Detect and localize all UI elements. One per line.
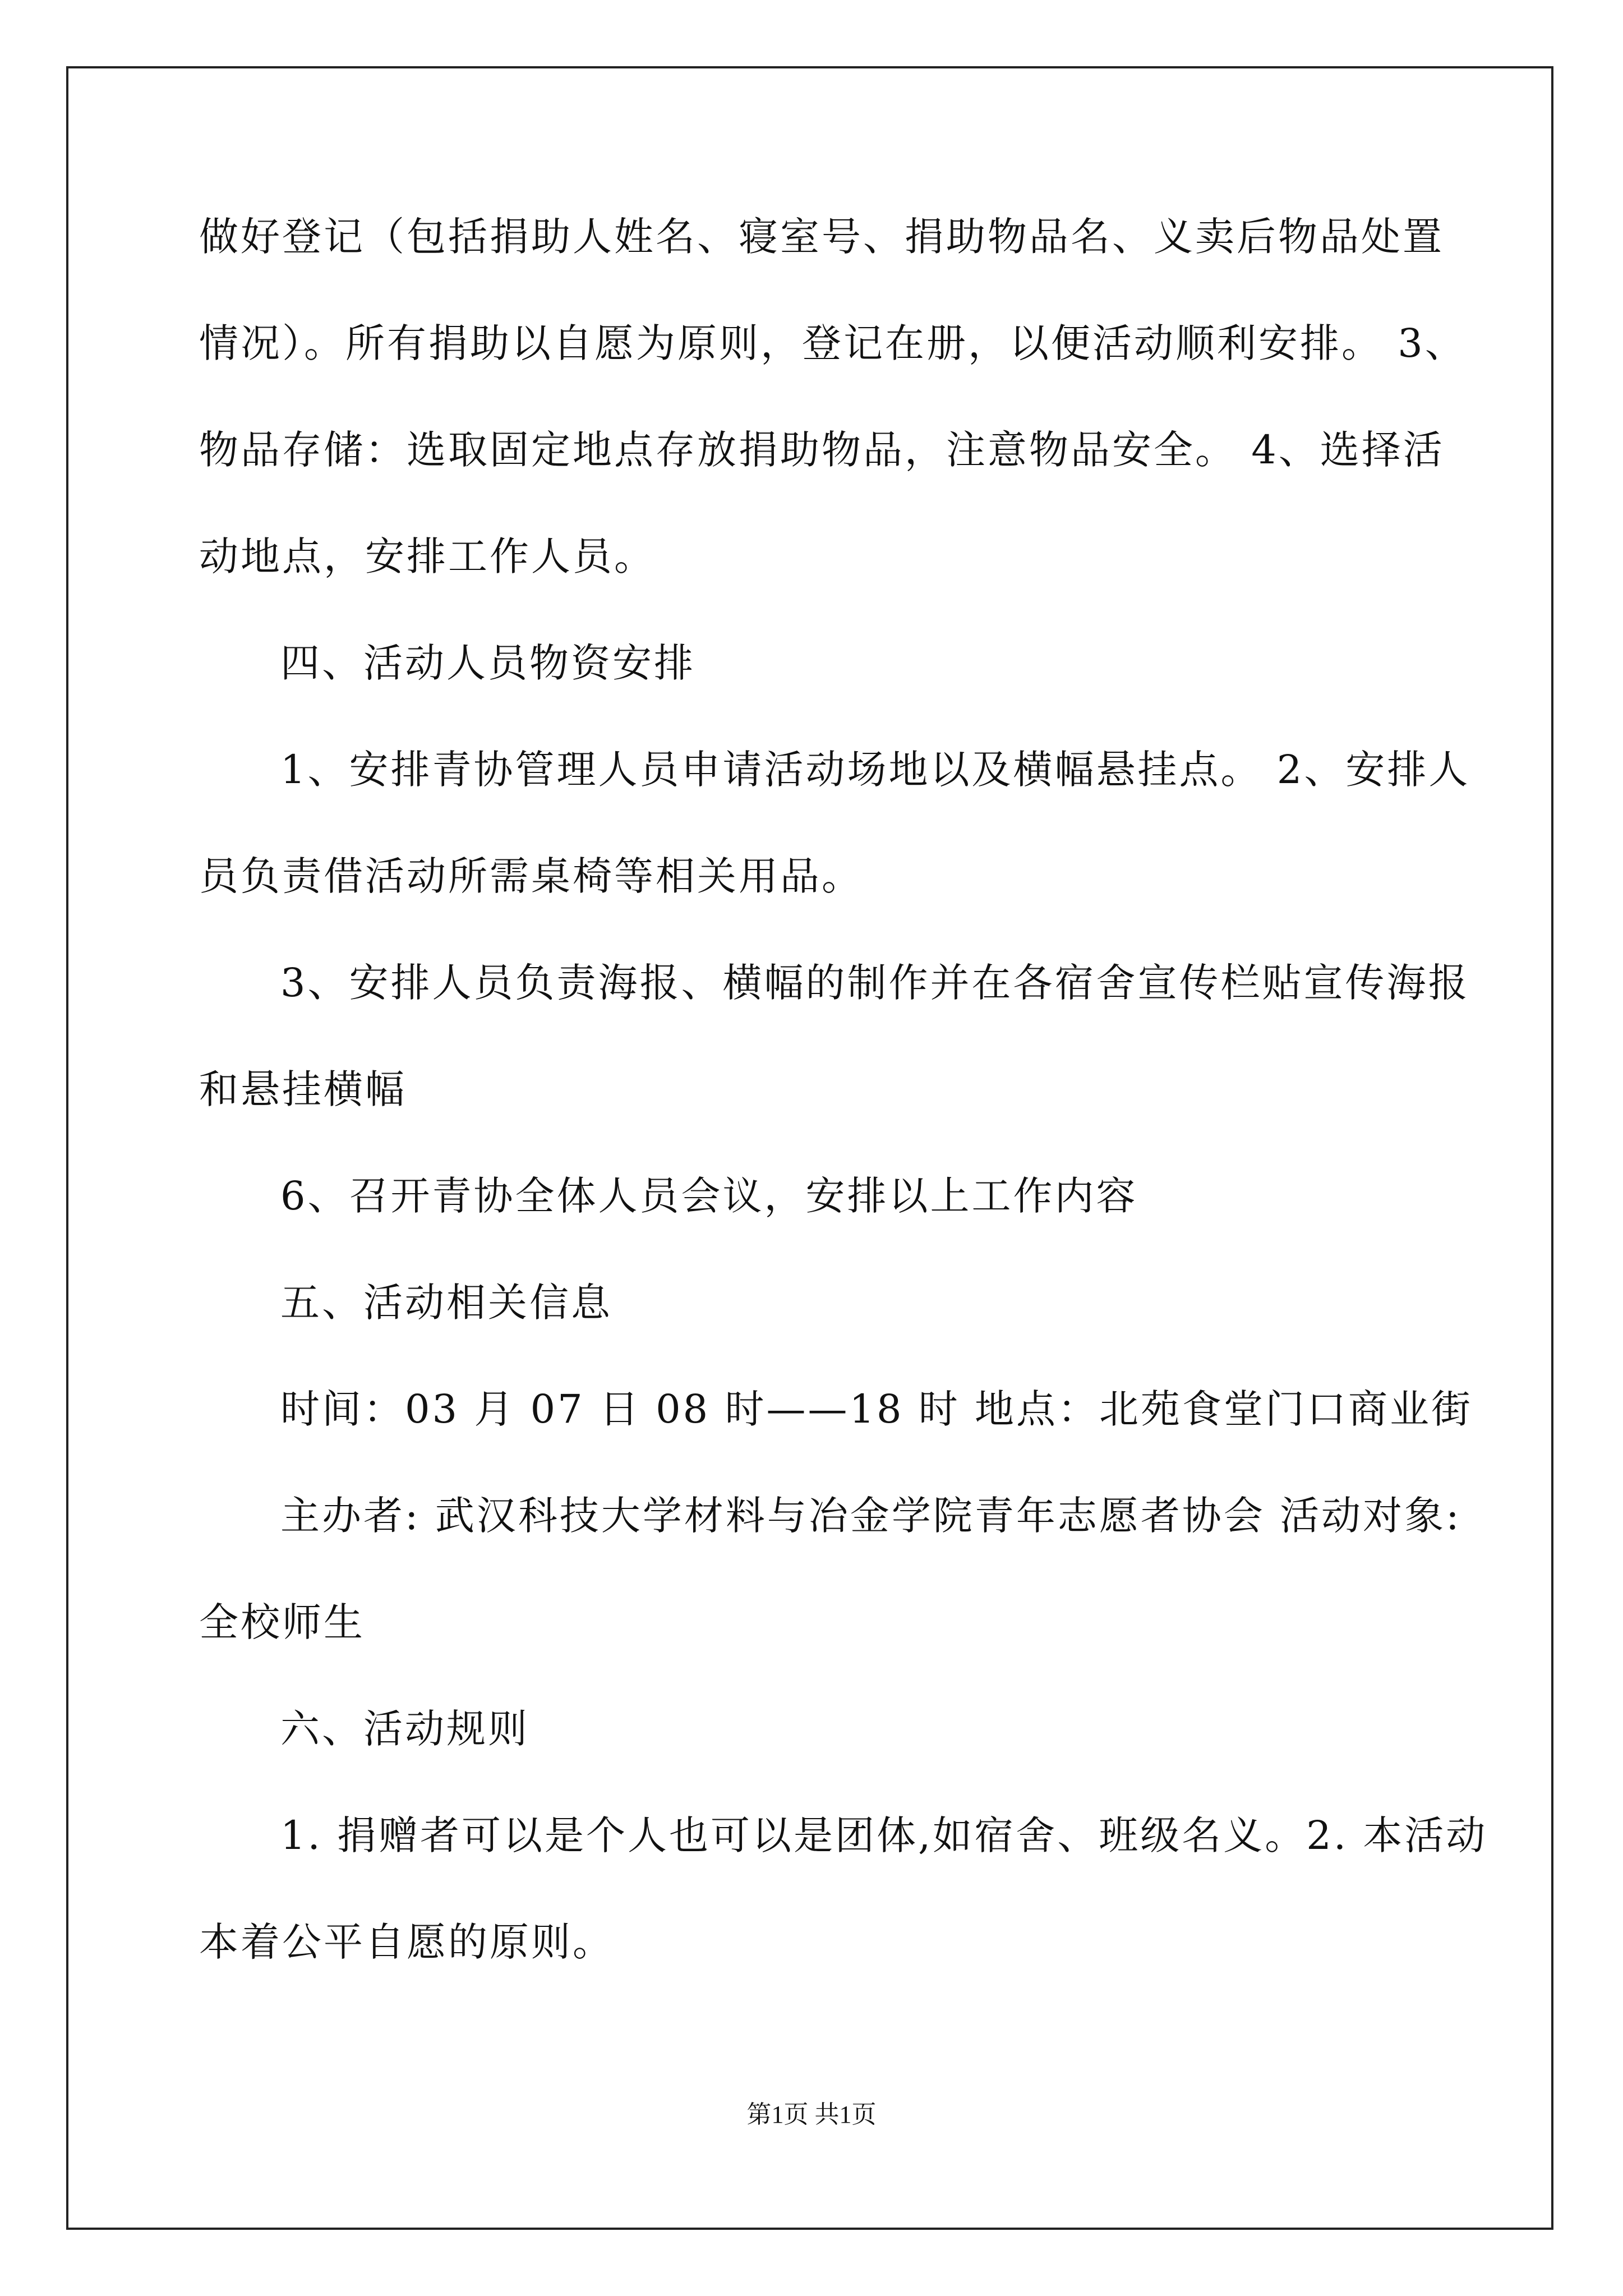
paragraph-line: 全校师生 <box>199 1599 365 1645</box>
paragraph-line: 1. 捐赠者可以是个人也可以是团体,如宿舍、班级名义。2. 本活动 <box>280 1812 1488 1858</box>
paragraph-line: 1、安排青协管理人员申请活动场地以及横幅悬挂点。 2、安排人 <box>280 747 1470 793</box>
page-border <box>66 66 1553 2230</box>
section-heading: 六、活动规则 <box>280 1706 529 1752</box>
page-number-footer: 第1页 共1页 <box>746 2101 877 2128</box>
section-heading: 四、活动人员物资安排 <box>280 640 695 686</box>
paragraph-line: 本着公平自愿的原则。 <box>199 1919 614 1965</box>
paragraph-line: 物品存储：选取固定地点存放捐助物品，注意物品安全。 4、选择活 <box>199 427 1445 473</box>
paragraph-line: 员负责借活动所需桌椅等相关用品。 <box>199 853 863 899</box>
section-heading: 五、活动相关信息 <box>280 1280 612 1326</box>
paragraph-line: 时间：03 月 07 日 08 时——18 时 地点：北苑食堂门口商业街 <box>280 1386 1473 1432</box>
paragraph-line: 6、召开青协全体人员会议，安排以上工作内容 <box>280 1173 1138 1219</box>
paragraph-line: 动地点，安排工作人员。 <box>199 533 656 579</box>
paragraph-line: 主办者: 武汉科技大学材料与冶金学院青年志愿者协会 活动对象: <box>280 1493 1461 1539</box>
paragraph-line: 3、安排人员负责海报、横幅的制作并在各宿舍宣传栏贴宣传海报 <box>280 960 1470 1006</box>
paragraph-line: 情况）。所有捐助以自愿为原则，登记在册，以便活动顺利安排。 3、 <box>199 320 1467 366</box>
paragraph-line: 做好登记（包括捐助人姓名、寝室号、捐助物品名、义卖后物品处置 <box>199 214 1444 260</box>
paragraph-line: 和悬挂横幅 <box>199 1066 407 1112</box>
